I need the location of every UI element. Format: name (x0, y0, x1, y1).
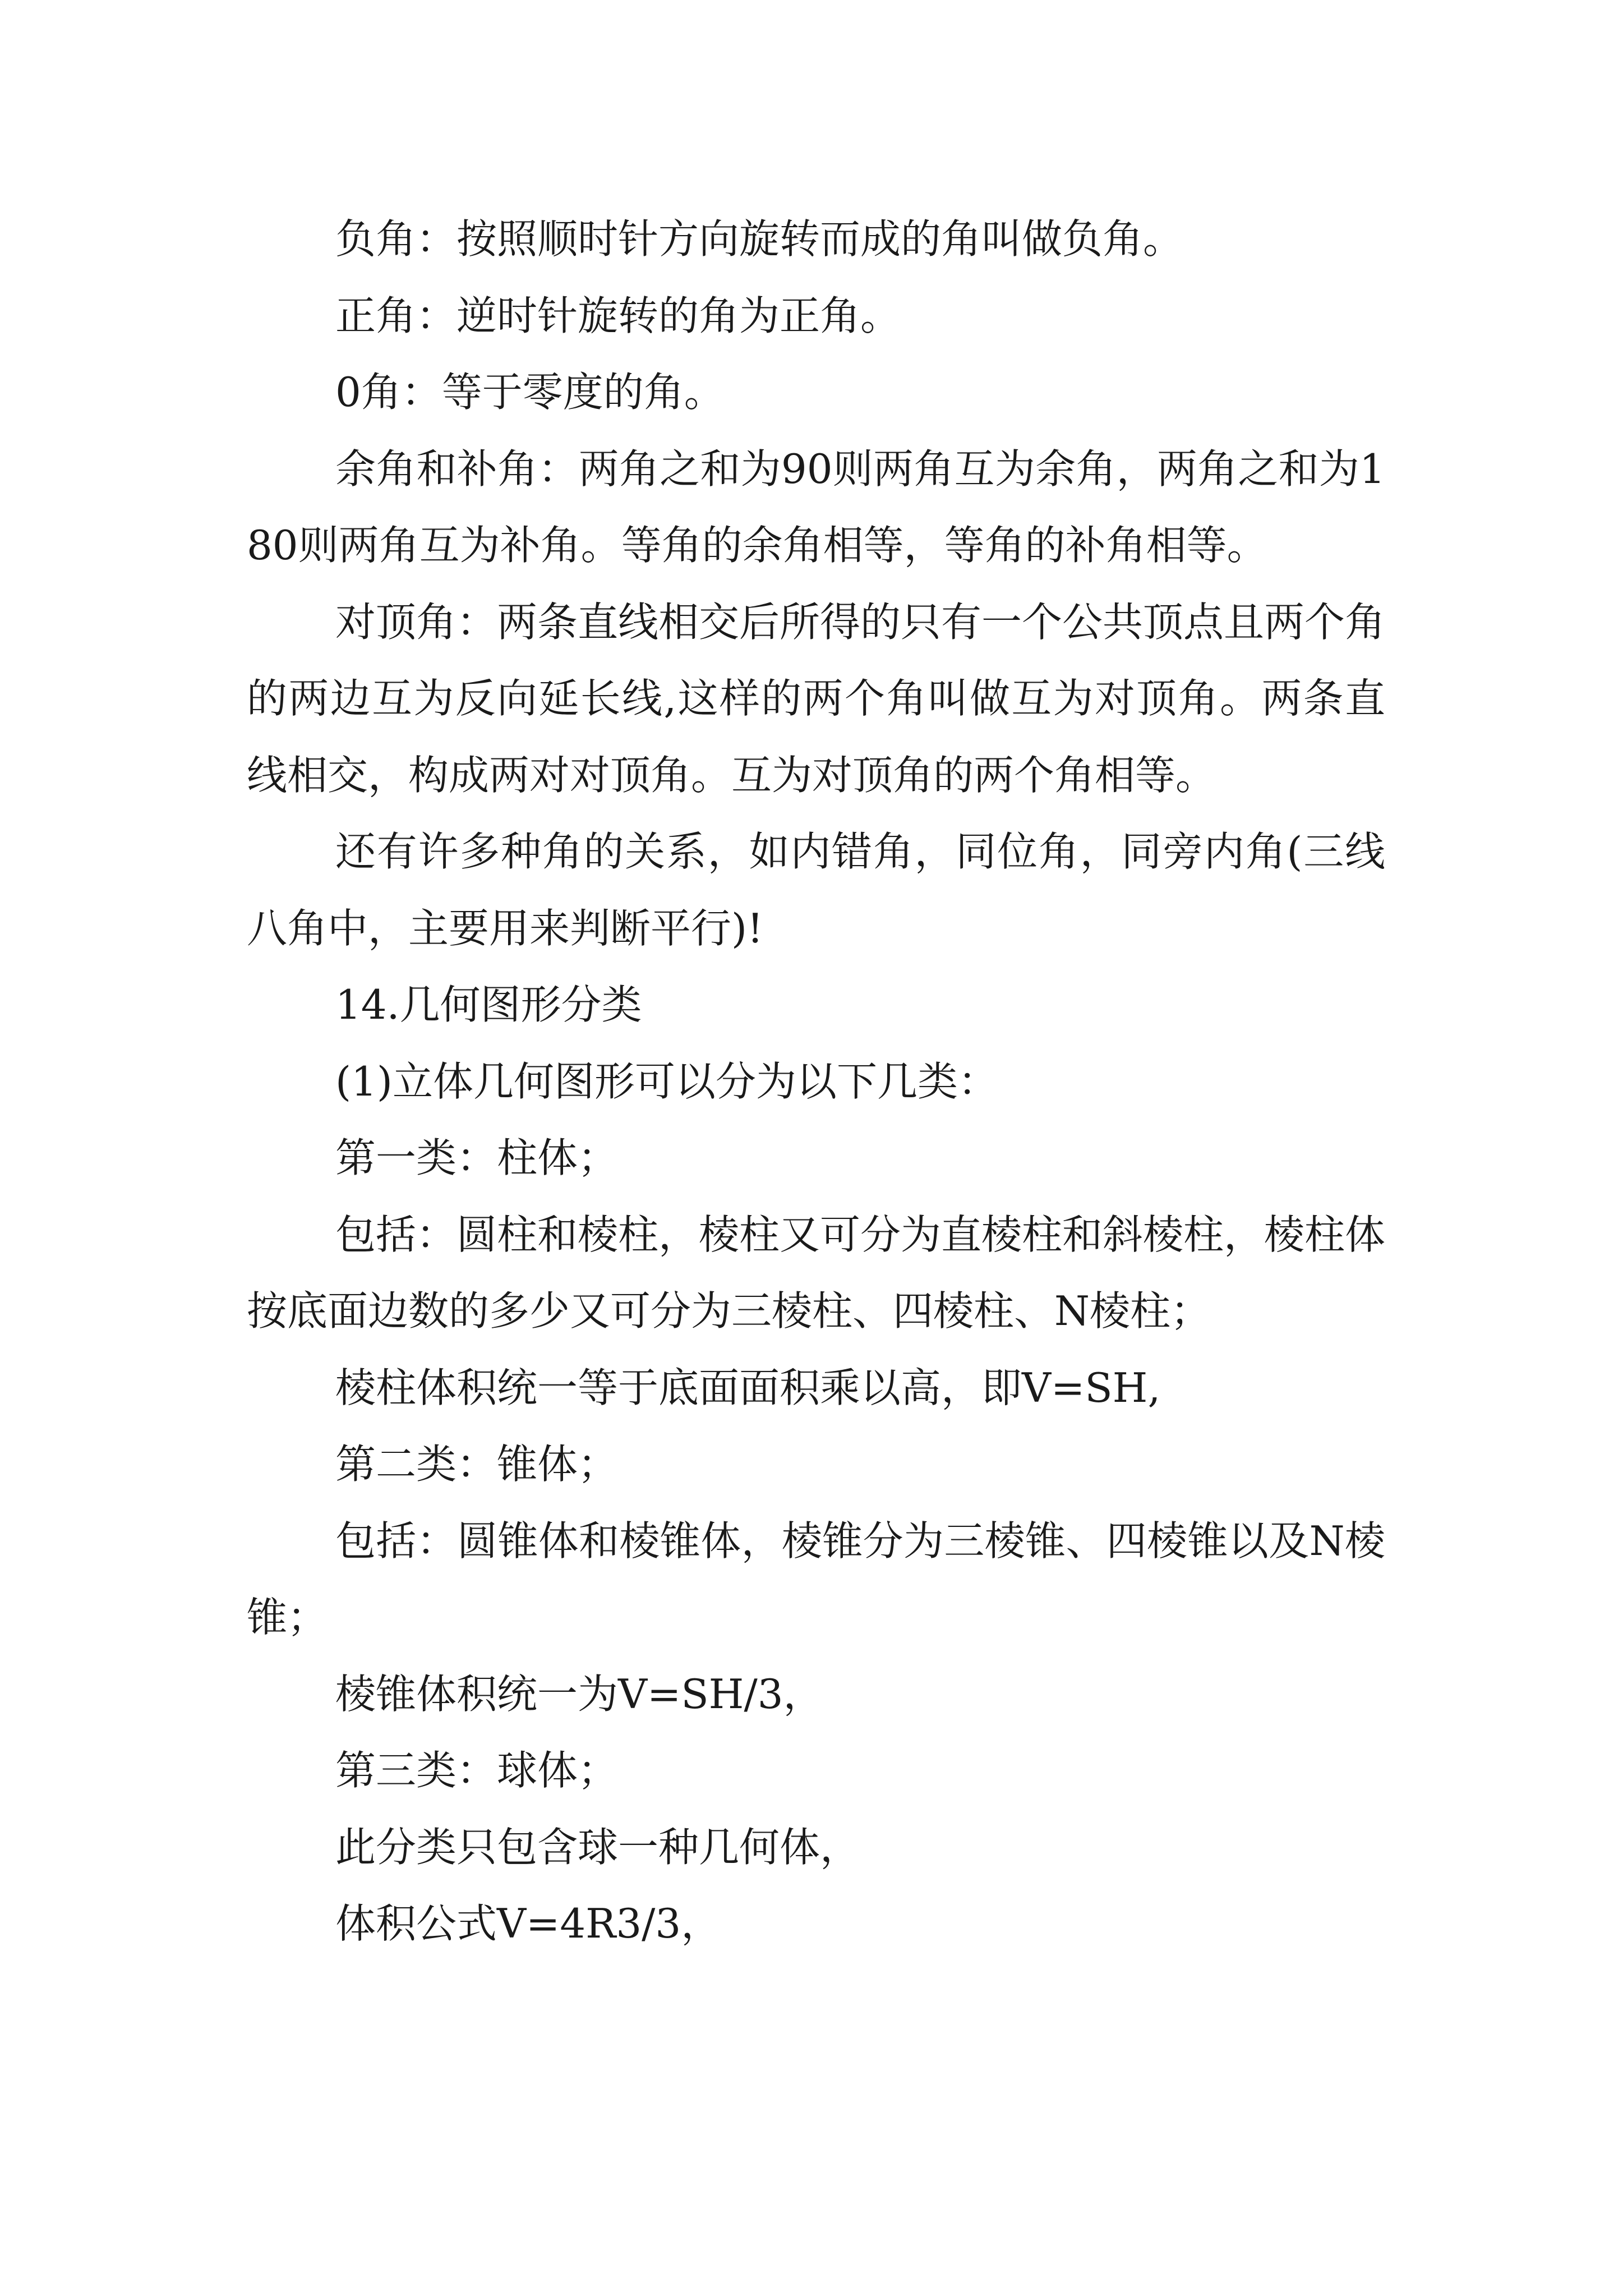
paragraph-vertical-angles: 对顶角：两条直线相交后所得的只有一个公共顶点且两个角的两边互为反向延长线,这样的两个角叫做互为对顶角。两条直线相交，构成两对对顶角。互为对顶角的两个角相等。 (247, 598, 1386, 799)
paragraph-zero-angle: 0角：等于零度的角。 (335, 369, 725, 416)
section-heading-geometry-classification: 14.几何图形分类 (335, 981, 642, 1028)
paragraph-negative-angle: 负角：按照顺时针方向旋转而成的角叫做负角。 (335, 215, 1184, 263)
paragraph-sphere-volume: 体积公式V=4R3/3， (335, 1900, 722, 1947)
paragraph-prism-volume: 棱柱体积统一等于底面面积乘以高，即V=SH, (335, 1364, 1161, 1411)
paragraph-other-angle-relations: 还有许多种角的关系，如内错角，同位角，同旁内角(三线八角中，主要用来判断平行)! (247, 828, 1385, 952)
paragraph-category-three: 第三类：球体； (335, 1747, 619, 1794)
document-body (247, 201, 1385, 1962)
paragraph-pyramid-volume: 棱锥体积统一为V=SH/3， (335, 1670, 824, 1718)
paragraph-sphere-only: 此分类只包含球一种几何体， (335, 1823, 861, 1871)
paragraph-category-one: 第一类：柱体； (335, 1134, 619, 1181)
paragraph-pyramid-includes: 包括：圆锥体和棱锥体，棱锥分为三棱锥、四棱锥以及N棱锥； (247, 1517, 1385, 1641)
paragraph-category-two: 第二类：锥体； (335, 1441, 619, 1488)
paragraph-solid-geometry-intro: (1)立体几何图形可以分为以下几类： (335, 1057, 998, 1105)
paragraph-prism-includes: 包括：圆柱和棱柱，棱柱又可分为直棱柱和斜棱柱，棱柱体按底面边数的多少又可分为三棱柱、四棱柱、N棱柱； (247, 1211, 1386, 1335)
paragraph-positive-angle: 正角：逆时针旋转的角为正角。 (335, 292, 901, 339)
paragraph-complementary-supplementary: 余角和补角：两角之和为90则两角互为余角，两角之和为180则两角互为补角。等角的余角相等，等角的补角相等。 (247, 445, 1385, 569)
